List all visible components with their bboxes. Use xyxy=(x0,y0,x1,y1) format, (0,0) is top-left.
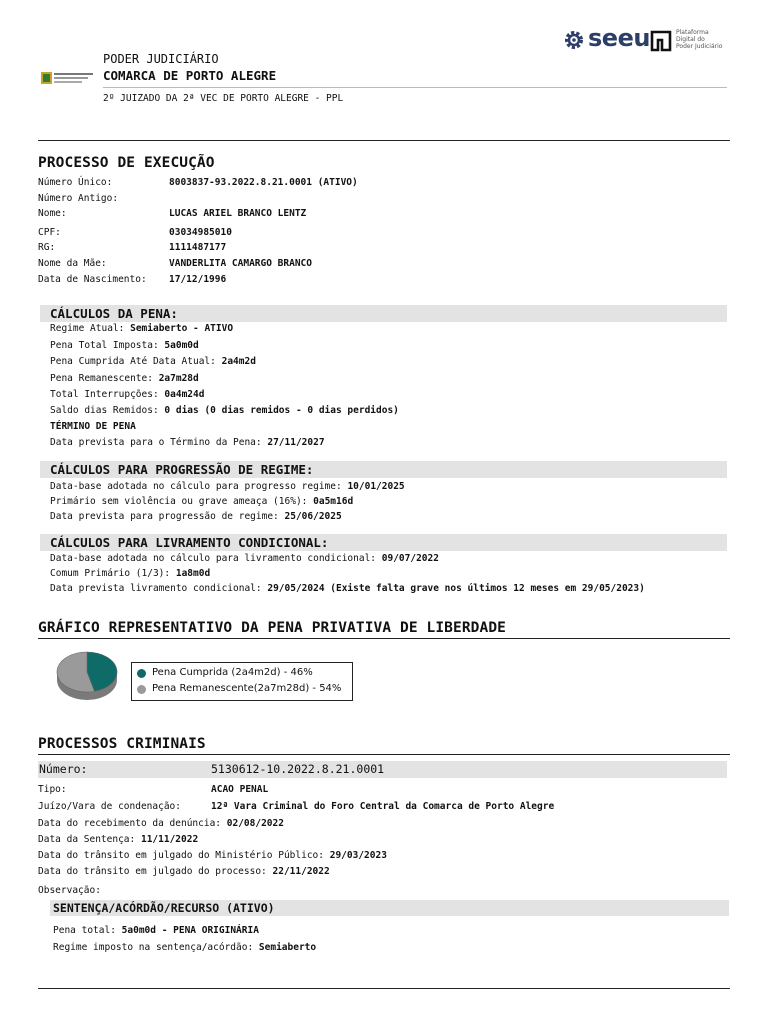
calc-row xyxy=(50,323,233,334)
progressao-row xyxy=(50,511,342,522)
row-value: 22/11/2022 xyxy=(272,866,330,877)
header-line1: PODER JUDICIÁRIO xyxy=(103,52,219,66)
calc-value: 25/06/2025 xyxy=(284,511,342,522)
seeu-mark-icon xyxy=(650,30,672,52)
legend-swatch-cumprida xyxy=(137,669,146,678)
calc-value: 2a7m28d xyxy=(158,373,199,384)
calc-label: Pena Total Imposta: xyxy=(50,340,159,351)
field-value: 1111487177 xyxy=(169,242,227,253)
field-value: LUCAS ARIEL BRANCO LENTZ xyxy=(169,208,307,219)
tagline-line: Plataforma xyxy=(676,29,709,36)
row-label: Data do recebimento da denúncia: xyxy=(38,818,222,829)
field-label: RG: xyxy=(38,242,56,253)
field-nascimento xyxy=(38,274,227,285)
field-label: Número Antigo: xyxy=(38,193,119,204)
calc-value: 10/01/2025 xyxy=(347,481,405,492)
numero-value: 5130612-10.2022.8.21.0001 xyxy=(211,762,385,776)
legend-swatch-remanescente xyxy=(137,685,146,694)
numero-label: Número: xyxy=(39,762,88,776)
field-numero-antigo xyxy=(38,193,118,204)
row-label: Data do trânsito em julgado do processo: xyxy=(38,866,267,877)
calc-label: Data-base adotada no cálculo para livramento condicional: xyxy=(50,553,377,564)
calc-row xyxy=(50,437,325,448)
row-value: 5a0m0d - PENA ORIGINÁRIA xyxy=(121,925,259,936)
calc-value: 0a5m16d xyxy=(313,496,354,507)
calc-row xyxy=(50,405,399,416)
sentenca-title: SENTENÇA/ACÓRDÃO/RECURSO (ATIVO) xyxy=(53,901,275,915)
calc-value: 29/05/2024 (Existe falta grave nos últimos 12 meses em 29/05/2023) xyxy=(267,583,645,594)
seeu-wordmark: seeu xyxy=(588,24,650,52)
calc-value: 0a4m24d xyxy=(164,389,205,400)
criminal-row xyxy=(38,784,269,795)
chart-legend xyxy=(131,662,353,701)
row-value: 02/08/2022 xyxy=(226,818,284,829)
pie-chart xyxy=(55,648,125,708)
row-value: 12ª Vara Criminal do Foro Central da Comarca de Porto Alegre xyxy=(211,801,555,812)
livramento-row xyxy=(50,583,645,594)
calc-label: Total Interrupções: xyxy=(50,389,159,400)
header-line2: COMARCA DE PORTO ALEGRE xyxy=(103,68,277,83)
field-label: Número Único: xyxy=(38,177,113,188)
field-nome-mae xyxy=(38,258,312,269)
field-value: VANDERLITA CAMARGO BRANCO xyxy=(169,258,312,269)
calc-label: Data prevista para o Término da Pena: xyxy=(50,437,262,448)
row-label: Observação: xyxy=(38,885,101,896)
calc-label: Data-base adotada no cálculo para progresso regime: xyxy=(50,481,342,492)
row-label: Tipo: xyxy=(38,784,67,795)
header-divider xyxy=(103,87,727,88)
calc-value: 09/07/2022 xyxy=(381,553,439,564)
calc-value: Semiaberto - ATIVO xyxy=(130,323,234,334)
calc-row xyxy=(50,373,199,384)
field-value: 8003837-93.2022.8.21.0001 (ATIVO) xyxy=(169,177,358,188)
field-label: Nome da Mãe: xyxy=(38,258,107,269)
section-title-calculos-pena: CÁLCULOS DA PENA: xyxy=(50,306,178,321)
sentenca-row xyxy=(53,942,316,953)
row-value: ACAO PENAL xyxy=(211,784,269,795)
criminal-row xyxy=(38,818,284,829)
calc-value: 5a0m0d xyxy=(164,340,199,351)
row-label: Pena total: xyxy=(53,925,116,936)
bottom-rule xyxy=(38,988,730,989)
field-nome xyxy=(38,208,307,219)
calc-label: Pena Cumprida Até Data Atual: xyxy=(50,356,216,367)
calc-subheading xyxy=(50,421,136,432)
calc-label: Data prevista para progressão de regime: xyxy=(50,511,279,522)
legend-label: Pena Remanescente(2a7m28d) - 54% xyxy=(152,683,342,694)
tagline-line: Poder Judiciário xyxy=(676,43,723,50)
calc-label: Data prevista livramento condicional: xyxy=(50,583,262,594)
criminal-row xyxy=(38,834,198,845)
field-numero-unico xyxy=(38,177,358,188)
calc-value: TÉRMINO DE PENA xyxy=(50,421,136,432)
legend-label: Pena Cumprida (2a4m2d) - 46% xyxy=(152,667,313,678)
calc-value: 0 dias (0 dias remidos - 0 dias perdidos) xyxy=(164,405,399,416)
row-value: 11/11/2022 xyxy=(140,834,199,845)
calc-value: 1a8m0d xyxy=(175,568,211,579)
progressao-row xyxy=(50,481,405,492)
row-value: 29/03/2023 xyxy=(329,850,387,861)
field-cpf xyxy=(38,227,232,238)
row-label: Juízo/Vara de condenação: xyxy=(38,801,181,812)
section-title-criminais: PROCESSOS CRIMINAIS xyxy=(38,736,206,752)
gear-icon xyxy=(563,29,585,51)
sentenca-row xyxy=(53,925,259,936)
livramento-row xyxy=(50,568,210,579)
calc-row xyxy=(50,356,256,367)
livramento-row xyxy=(50,553,439,564)
field-label: Nome: xyxy=(38,208,67,219)
section-title-livramento: CÁLCULOS PARA LIVRAMENTO CONDICIONAL: xyxy=(50,535,329,550)
criminal-row xyxy=(38,866,330,877)
field-label: CPF: xyxy=(38,227,61,238)
row-label: Regime imposto na sentença/acórdão: xyxy=(53,942,254,953)
criminal-row xyxy=(38,801,555,812)
seeu-logo xyxy=(563,24,729,54)
criminais-rule xyxy=(38,754,730,755)
criminal-row xyxy=(38,885,101,896)
grafico-rule xyxy=(38,638,730,639)
section-title-progressao: CÁLCULOS PARA PROGRESSÃO DE REGIME: xyxy=(50,462,314,477)
calc-label: Primário sem violência ou grave ameaça (16%): xyxy=(50,496,308,507)
calc-row xyxy=(50,389,204,400)
field-label: Data de Nascimento: xyxy=(38,274,147,285)
calc-label: Regime Atual: xyxy=(50,323,125,334)
header-line3: 2º JUIZADO DA 2ª VEC DE PORTO ALEGRE - PPL xyxy=(103,93,344,104)
section-title-grafico: GRÁFICO REPRESENTATIVO DA PENA PRIVATIVA DE LIBERDADE xyxy=(38,620,506,636)
calc-label: Pena Remanescente: xyxy=(50,373,153,384)
tagline-line: Digital do xyxy=(676,36,705,43)
court-emblem xyxy=(41,70,95,86)
field-value: 17/12/1996 xyxy=(169,274,227,285)
field-rg xyxy=(38,242,227,253)
row-label: Data da Sentença: xyxy=(38,834,136,845)
calc-label: Comum Primário (1/3): xyxy=(50,568,171,579)
calc-label: Saldo dias Remidos: xyxy=(50,405,159,416)
top-rule xyxy=(38,140,730,141)
row-value: Semiaberto xyxy=(258,942,317,953)
criminal-row xyxy=(38,850,387,861)
row-label: Data do trânsito em julgado do Ministério Público: xyxy=(38,850,324,861)
seeu-tagline xyxy=(676,29,722,50)
field-value: 03034985010 xyxy=(169,227,232,238)
calc-row xyxy=(50,340,199,351)
calc-value: 27/11/2027 xyxy=(267,437,325,448)
section-title-processo: PROCESSO DE EXECUÇÃO xyxy=(38,155,215,171)
progressao-row xyxy=(50,496,353,507)
calc-value: 2a4m2d xyxy=(221,356,256,367)
